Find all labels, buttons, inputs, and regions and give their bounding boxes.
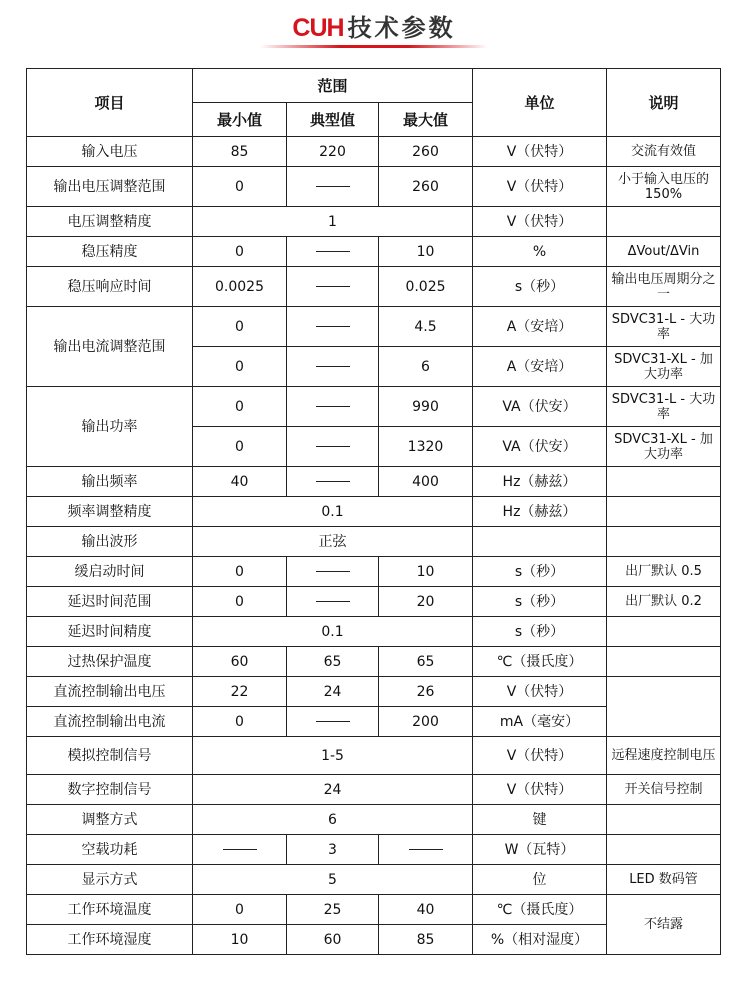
cell-note: ΔVout/ΔVin: [607, 237, 721, 267]
cell-max: 400: [379, 467, 473, 497]
cell-min: 0: [193, 557, 287, 587]
cell-max: 1320: [379, 427, 473, 467]
cell-item: 延迟时间范围: [27, 587, 193, 617]
cell-item: 调整方式: [27, 805, 193, 835]
cell-value: 5: [193, 865, 473, 895]
cell-unit: Hz（赫兹）: [473, 467, 607, 497]
cell-typ: [287, 707, 379, 737]
cell-max: 65: [379, 647, 473, 677]
header-typ: 典型值: [287, 103, 379, 137]
cell-max: 4.5: [379, 307, 473, 347]
page-title: 技术参数: [347, 14, 456, 42]
cell-typ: [287, 557, 379, 587]
table-row: [27, 557, 721, 587]
cell-min: 85: [193, 137, 287, 167]
title-underline: [260, 45, 488, 48]
table-row: [27, 237, 721, 267]
cell-min: 0: [193, 427, 287, 467]
cell-unit: s（秒）: [473, 557, 607, 587]
cell-max: 10: [379, 557, 473, 587]
cell-item: 直流控制输出电压: [27, 677, 193, 707]
cell-value: 6: [193, 805, 473, 835]
brand-logo: CUH: [292, 14, 344, 42]
table-row: [27, 387, 721, 427]
cell-note: [607, 497, 721, 527]
cell-min: 0: [193, 347, 287, 387]
table-row: [27, 307, 721, 347]
table-row: [27, 137, 721, 167]
cell-typ: 220: [287, 137, 379, 167]
cell-value: 0.1: [193, 617, 473, 647]
table-row: [27, 805, 721, 835]
cell-unit: [473, 527, 607, 557]
cell-typ: [287, 467, 379, 497]
cell-unit: V（伏特）: [473, 737, 607, 775]
cell-item: 输出波形: [27, 527, 193, 557]
cell-unit: V（伏特）: [473, 207, 607, 237]
cell-typ: 25: [287, 895, 379, 925]
cell-unit: s（秒）: [473, 617, 607, 647]
cell-min: 0: [193, 895, 287, 925]
cell-note: SDVC31-L - 大功率: [607, 307, 721, 347]
cell-note: 输出电压周期分之一: [607, 267, 721, 307]
cell-note: LED 数码管: [607, 865, 721, 895]
table-row: [27, 775, 721, 805]
cell-unit: s（秒）: [473, 587, 607, 617]
cell-item: 工作环境温度: [27, 895, 193, 925]
table-row: [27, 497, 721, 527]
dash-placeholder: [316, 366, 350, 368]
cell-note: [607, 805, 721, 835]
cell-min: 10: [193, 925, 287, 955]
table-row: [27, 865, 721, 895]
cell-unit: V（伏特）: [473, 677, 607, 707]
dash-placeholder: [316, 286, 350, 288]
cell-max: 990: [379, 387, 473, 427]
cell-unit: V（伏特）: [473, 137, 607, 167]
cell-min: 0: [193, 167, 287, 207]
cell-note: 远程速度控制电压: [607, 737, 721, 775]
dash-placeholder: [223, 849, 257, 851]
cell-note: 出厂默认 0.5: [607, 557, 721, 587]
cell-item: 数字控制信号: [27, 775, 193, 805]
cell-item: 过热保护温度: [27, 647, 193, 677]
cell-item: 稳压响应时间: [27, 267, 193, 307]
cell-unit: ℃（摄氏度）: [473, 647, 607, 677]
cell-unit: s（秒）: [473, 267, 607, 307]
cell-min: [193, 835, 287, 865]
cell-note-merged: [607, 677, 721, 737]
dash-placeholder: [316, 481, 350, 483]
cell-note: [607, 467, 721, 497]
table-row: [27, 527, 721, 557]
cell-item: 显示方式: [27, 865, 193, 895]
header-min: 最小值: [193, 103, 287, 137]
page-header: [0, 0, 748, 58]
cell-note: SDVC31-XL - 加大功率: [607, 347, 721, 387]
cell-note-merged: 不结露: [607, 895, 721, 955]
cell-item: 模拟控制信号: [27, 737, 193, 775]
cell-typ: 3: [287, 835, 379, 865]
dash-placeholder: [316, 571, 350, 573]
table-row: [27, 737, 721, 775]
cell-value: 正弦: [193, 527, 473, 557]
cell-max: 26: [379, 677, 473, 707]
cell-note: 开关信号控制: [607, 775, 721, 805]
cell-max: 260: [379, 137, 473, 167]
cell-item: 稳压精度: [27, 237, 193, 267]
cell-note: [607, 527, 721, 557]
header-item: 项目: [27, 69, 193, 137]
cell-item: 输出电流调整范围: [27, 307, 193, 387]
brand-title: [0, 8, 748, 43]
dash-placeholder: [409, 849, 443, 851]
table-row: [27, 617, 721, 647]
cell-unit: %（相对湿度）: [473, 925, 607, 955]
cell-unit: 位: [473, 865, 607, 895]
cell-max: 40: [379, 895, 473, 925]
cell-min: 0.0025: [193, 267, 287, 307]
cell-value: 0.1: [193, 497, 473, 527]
table-row: [27, 835, 721, 865]
cell-typ: 65: [287, 647, 379, 677]
cell-unit: V（伏特）: [473, 775, 607, 805]
cell-note: 出厂默认 0.2: [607, 587, 721, 617]
table-row: [27, 587, 721, 617]
spec-table: [26, 68, 721, 955]
dash-placeholder: [316, 446, 350, 448]
cell-max: 10: [379, 237, 473, 267]
table-row: [27, 647, 721, 677]
cell-item: 输出电压调整范围: [27, 167, 193, 207]
table-row: [27, 677, 721, 707]
cell-item: 直流控制输出电流: [27, 707, 193, 737]
dash-placeholder: [316, 251, 350, 253]
table-row: [27, 167, 721, 207]
cell-unit: A（安培）: [473, 347, 607, 387]
cell-unit: V（伏特）: [473, 167, 607, 207]
cell-item: 输入电压: [27, 137, 193, 167]
cell-max: 6: [379, 347, 473, 387]
cell-max: 0.025: [379, 267, 473, 307]
cell-unit: mA（毫安）: [473, 707, 607, 737]
cell-min: 40: [193, 467, 287, 497]
dash-placeholder: [316, 721, 350, 723]
cell-min: 0: [193, 707, 287, 737]
table-row: [27, 895, 721, 925]
cell-typ: 24: [287, 677, 379, 707]
cell-min: 60: [193, 647, 287, 677]
cell-note: [607, 647, 721, 677]
cell-unit: W（瓦特）: [473, 835, 607, 865]
cell-typ: 60: [287, 925, 379, 955]
cell-unit: VA（伏安）: [473, 427, 607, 467]
cell-max: 20: [379, 587, 473, 617]
cell-typ: [287, 387, 379, 427]
cell-min: 0: [193, 237, 287, 267]
cell-min: 0: [193, 307, 287, 347]
cell-item: 输出功率: [27, 387, 193, 467]
header-row: [27, 69, 721, 103]
cell-min: 0: [193, 387, 287, 427]
cell-typ: [287, 347, 379, 387]
cell-value: 1: [193, 207, 473, 237]
cell-item: 频率调整精度: [27, 497, 193, 527]
dash-placeholder: [316, 186, 350, 188]
cell-unit: A（安培）: [473, 307, 607, 347]
cell-note: [607, 207, 721, 237]
cell-unit: VA（伏安）: [473, 387, 607, 427]
dash-placeholder: [316, 406, 350, 408]
header-range: 范围: [193, 69, 473, 103]
cell-unit: 键: [473, 805, 607, 835]
header-note: 说明: [607, 69, 721, 137]
cell-item: 输出频率: [27, 467, 193, 497]
cell-note: SDVC31-XL - 加大功率: [607, 427, 721, 467]
cell-typ: [287, 267, 379, 307]
cell-typ: [287, 307, 379, 347]
cell-unit: Hz（赫兹）: [473, 497, 607, 527]
header-max: 最大值: [379, 103, 473, 137]
cell-note: [607, 617, 721, 647]
table-row: [27, 207, 721, 237]
cell-unit: ℃（摄氏度）: [473, 895, 607, 925]
cell-typ: [287, 587, 379, 617]
cell-item: 空载功耗: [27, 835, 193, 865]
cell-item: 延迟时间精度: [27, 617, 193, 647]
cell-max: 85: [379, 925, 473, 955]
cell-min: 22: [193, 677, 287, 707]
cell-item: 工作环境湿度: [27, 925, 193, 955]
cell-typ: [287, 237, 379, 267]
cell-note: [607, 835, 721, 865]
cell-item: 电压调整精度: [27, 207, 193, 237]
cell-max: 260: [379, 167, 473, 207]
table-row: [27, 467, 721, 497]
cell-note: 小于输入电压的 150%: [607, 167, 721, 207]
cell-value: 1-5: [193, 737, 473, 775]
cell-typ: [287, 167, 379, 207]
cell-typ: [287, 427, 379, 467]
table-row: [27, 267, 721, 307]
cell-note: 交流有效值: [607, 137, 721, 167]
cell-unit: %: [473, 237, 607, 267]
cell-value: 24: [193, 775, 473, 805]
header-unit: 单位: [473, 69, 607, 137]
dash-placeholder: [316, 326, 350, 328]
cell-max: 200: [379, 707, 473, 737]
cell-max: [379, 835, 473, 865]
dash-placeholder: [316, 601, 350, 603]
cell-note: SDVC31-L - 大功率: [607, 387, 721, 427]
cell-min: 0: [193, 587, 287, 617]
cell-item: 缓启动时间: [27, 557, 193, 587]
